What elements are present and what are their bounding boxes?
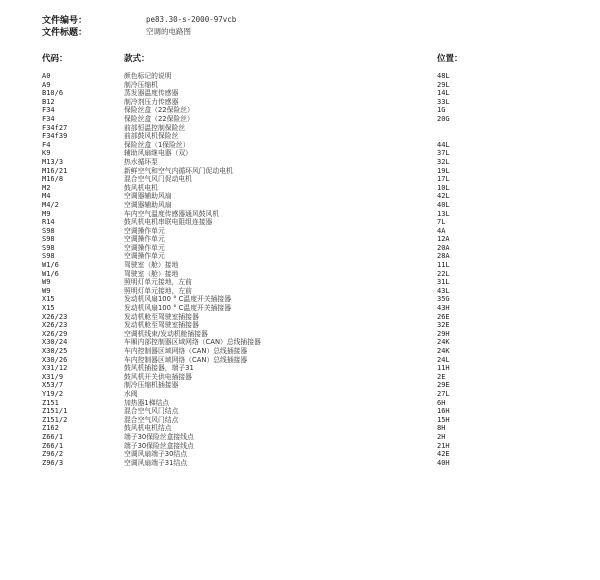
component-code: F34 bbox=[42, 106, 55, 115]
table-row bbox=[42, 192, 562, 201]
component-description: 车厢内部控制器区域网络（CAN）总线插接器 bbox=[124, 338, 261, 347]
component-description: 空调操作单元 bbox=[124, 226, 165, 235]
table-row bbox=[42, 89, 562, 98]
component-position: 29H bbox=[437, 329, 450, 338]
component-description: 混合空气风门结点 bbox=[124, 407, 179, 416]
component-description: 空调风扇端子31结点 bbox=[124, 458, 188, 467]
table-row bbox=[42, 270, 562, 279]
component-description: 蒸发器温度传感器 bbox=[124, 89, 179, 98]
component-code: W1/6 bbox=[42, 269, 59, 278]
component-code: Z151 bbox=[42, 398, 59, 407]
component-code: M13/3 bbox=[42, 157, 64, 166]
component-description: 车内控制器区域网络（CAN）总线插接器 bbox=[124, 355, 248, 364]
table-row bbox=[42, 98, 562, 107]
component-description: 发动机舱至驾驶室插接器 bbox=[124, 312, 199, 321]
component-description: 空调风扇端子30结点 bbox=[124, 450, 188, 459]
component-position: 22L bbox=[437, 269, 450, 278]
component-position: 43L bbox=[437, 286, 450, 295]
table-row bbox=[42, 399, 562, 408]
component-code: B12 bbox=[42, 97, 55, 106]
table-row bbox=[42, 175, 562, 184]
component-code: S98 bbox=[42, 226, 55, 235]
component-position: 42L bbox=[437, 192, 450, 201]
table-row bbox=[42, 347, 562, 356]
component-position: 27L bbox=[437, 389, 450, 398]
file-title-value: 空调的电路图 bbox=[146, 26, 191, 36]
component-code: X15 bbox=[42, 304, 55, 313]
component-code: Z66/1 bbox=[42, 432, 64, 441]
table-row bbox=[42, 124, 562, 133]
component-code: Z151/2 bbox=[42, 415, 68, 424]
table-row bbox=[42, 330, 562, 339]
component-code: R14 bbox=[42, 218, 55, 227]
component-description: 鼓风机电机结点 bbox=[124, 424, 172, 433]
component-position: 48L bbox=[437, 72, 450, 80]
table-row bbox=[42, 416, 562, 425]
component-description: 鼓风机电机串联电阻组连接器 bbox=[124, 218, 213, 227]
file-number-row bbox=[42, 13, 562, 25]
table-row bbox=[42, 235, 562, 244]
component-code: X26/23 bbox=[42, 312, 68, 321]
component-description: 前部鼓风机保险丝 bbox=[124, 132, 179, 141]
component-position: 29E bbox=[437, 381, 450, 390]
table-row bbox=[42, 149, 562, 158]
component-code: M9 bbox=[42, 209, 51, 218]
component-position: 20A bbox=[437, 243, 450, 252]
component-position: 14L bbox=[437, 89, 450, 98]
component-list bbox=[42, 72, 562, 467]
component-description: 水阀 bbox=[124, 389, 138, 398]
component-code: X31/9 bbox=[42, 372, 64, 381]
component-description: 空调机线束/发动机舱插接器 bbox=[124, 329, 208, 338]
component-code: K9 bbox=[42, 149, 51, 158]
component-code: X15 bbox=[42, 295, 55, 304]
component-description: 空调操作单元 bbox=[124, 252, 165, 261]
document-meta bbox=[42, 13, 562, 37]
table-row bbox=[42, 115, 562, 124]
file-number-value: pe83.30-s-2000-97vcb bbox=[146, 14, 237, 24]
component-description: 鼓风机开关供电插接器 bbox=[124, 372, 192, 381]
table-row bbox=[42, 295, 562, 304]
table-row bbox=[42, 106, 562, 115]
component-description: 发动机舱至驾驶室插接器 bbox=[124, 321, 199, 330]
component-position: 17L bbox=[437, 175, 450, 184]
table-header bbox=[42, 52, 562, 66]
component-code: Y19/2 bbox=[42, 389, 64, 398]
component-description: 混合空气风门促动电机 bbox=[124, 175, 192, 184]
component-position: 43H bbox=[437, 304, 450, 313]
component-description: 端子30保险丝盒接线点 bbox=[124, 432, 194, 441]
component-code: B10/6 bbox=[42, 89, 64, 98]
table-row bbox=[42, 158, 562, 167]
component-position: 11H bbox=[437, 364, 450, 373]
table-row bbox=[42, 450, 562, 459]
component-description: 端子30保险丝盒接线点 bbox=[124, 441, 194, 450]
component-description: 制冷压缩机 bbox=[124, 80, 158, 89]
component-position: 21H bbox=[437, 441, 450, 450]
table-row bbox=[42, 356, 562, 365]
component-description: 发动机风扇100 ° C温度开关插接器 bbox=[124, 304, 232, 313]
component-code: M2 bbox=[42, 183, 51, 192]
component-position: 1G bbox=[437, 106, 446, 115]
component-position: 44L bbox=[437, 140, 450, 149]
table-row bbox=[42, 201, 562, 210]
component-description: 加热器1梯结点 bbox=[124, 398, 170, 407]
component-description: 空调操作单元 bbox=[124, 235, 165, 244]
component-description: 鼓风机插接器，端子31 bbox=[124, 364, 194, 373]
component-code: A9 bbox=[42, 80, 51, 89]
component-code: S98 bbox=[42, 235, 55, 244]
component-code: F34f27 bbox=[42, 123, 68, 132]
header-position: 位置： bbox=[437, 54, 463, 64]
component-description: 前部恒温控制保险丝 bbox=[124, 123, 186, 132]
component-position: 24L bbox=[437, 355, 450, 364]
component-position: 33L bbox=[437, 97, 450, 106]
table-row bbox=[42, 72, 562, 81]
component-code: X30/24 bbox=[42, 338, 68, 347]
component-code: Z162 bbox=[42, 424, 59, 433]
table-row bbox=[42, 364, 562, 373]
component-description: 空调器辅助风扇 bbox=[124, 200, 172, 209]
component-code: Z96/2 bbox=[42, 450, 64, 459]
component-position: 40L bbox=[437, 200, 450, 209]
component-description: 保险丝盒（1保险丝） bbox=[124, 140, 190, 149]
table-row bbox=[42, 390, 562, 399]
table-row bbox=[42, 132, 562, 141]
component-description: 鼓风机电机 bbox=[124, 183, 158, 192]
header-code: 代码： bbox=[42, 54, 68, 64]
component-code: M4 bbox=[42, 192, 51, 201]
component-code: Z151/1 bbox=[42, 407, 68, 416]
component-position: 8H bbox=[437, 424, 446, 433]
table-row bbox=[42, 373, 562, 382]
component-code: X30/26 bbox=[42, 355, 68, 364]
component-position: 32L bbox=[437, 157, 450, 166]
component-description: 驾驶室（舱）接地 bbox=[124, 261, 179, 270]
file-title-label: 文件标题： bbox=[42, 27, 88, 38]
table-row bbox=[42, 244, 562, 253]
component-position: 24K bbox=[437, 347, 450, 355]
component-position: 32E bbox=[437, 321, 450, 330]
component-code: M16/8 bbox=[42, 175, 64, 184]
component-code: W9 bbox=[42, 286, 51, 295]
component-position: 2E bbox=[437, 372, 446, 381]
component-code: X31/12 bbox=[42, 364, 68, 373]
component-position: 40H bbox=[437, 458, 450, 467]
table-row bbox=[42, 338, 562, 347]
component-position: 12A bbox=[437, 235, 450, 244]
component-code: X26/29 bbox=[42, 329, 68, 338]
header-description: 款式： bbox=[124, 54, 150, 64]
table-row bbox=[42, 381, 562, 390]
component-description: 制冷压缩机插接器 bbox=[124, 381, 179, 390]
component-description: 车内控制器区域网络（CAN）总线插接器 bbox=[124, 347, 248, 355]
component-description: 热水循环泵 bbox=[124, 157, 158, 166]
component-description: 辅助风扇继电器（双） bbox=[124, 149, 192, 158]
component-description: 制冷剂压力传感器 bbox=[124, 97, 179, 106]
table-row bbox=[42, 407, 562, 416]
component-code: Z66/1 bbox=[42, 441, 64, 450]
component-position: 10L bbox=[437, 183, 450, 192]
component-position: 6H bbox=[437, 398, 446, 407]
table-row bbox=[42, 167, 562, 176]
table-row bbox=[42, 252, 562, 261]
component-description: 保险丝盒（22保险丝） bbox=[124, 114, 194, 123]
component-position: 20G bbox=[437, 114, 450, 123]
component-position: 4A bbox=[437, 226, 446, 235]
component-code: X26/23 bbox=[42, 321, 68, 330]
component-code: W1/6 bbox=[42, 261, 59, 270]
component-description: 颜色标记的说明 bbox=[124, 72, 172, 80]
component-description: 发动机风扇100 ° C温度开关插接器 bbox=[124, 295, 232, 304]
component-position: 31L bbox=[437, 278, 450, 287]
component-position: 11L bbox=[437, 261, 450, 270]
component-position: 13L bbox=[437, 209, 450, 218]
component-position: 35G bbox=[437, 295, 450, 304]
component-position: 16H bbox=[437, 407, 450, 416]
table-row bbox=[42, 210, 562, 219]
component-position: 24K bbox=[437, 338, 450, 347]
component-description: 保险丝盒（22保险丝） bbox=[124, 106, 194, 115]
component-description: 照明灯单元接地，左前 bbox=[124, 278, 192, 287]
table-row bbox=[42, 184, 562, 193]
component-code: F34f39 bbox=[42, 132, 68, 141]
table-row bbox=[42, 304, 562, 313]
component-position: 2H bbox=[437, 432, 446, 441]
component-code: M4/2 bbox=[42, 200, 59, 209]
table-row bbox=[42, 442, 562, 451]
table-row bbox=[42, 313, 562, 322]
table-row bbox=[42, 81, 562, 90]
table-row bbox=[42, 287, 562, 296]
component-position: 19L bbox=[437, 166, 450, 175]
component-description: 车内空气温度传感器通风鼓风机 bbox=[124, 209, 220, 218]
table-row bbox=[42, 261, 562, 270]
component-position: 26E bbox=[437, 312, 450, 321]
component-code: F4 bbox=[42, 140, 51, 149]
component-position: 29L bbox=[437, 80, 450, 89]
component-code: X53/7 bbox=[42, 381, 64, 390]
component-code: X30/25 bbox=[42, 347, 68, 355]
component-code: Z96/3 bbox=[42, 458, 64, 467]
file-number-label: 文件编号： bbox=[42, 15, 88, 26]
table-row bbox=[42, 433, 562, 442]
component-position: 7L bbox=[437, 218, 446, 227]
component-code: S98 bbox=[42, 252, 55, 261]
component-description: 空调器辅助风扇 bbox=[124, 192, 172, 201]
table-row bbox=[42, 459, 562, 468]
component-code: A0 bbox=[42, 72, 51, 80]
component-description: 驾驶室（舱）接地 bbox=[124, 269, 179, 278]
table-row bbox=[42, 227, 562, 236]
component-position: 42E bbox=[437, 450, 450, 459]
component-description: 混合空气风门结点 bbox=[124, 415, 179, 424]
component-code: S98 bbox=[42, 243, 55, 252]
component-description: 新鲜空气和空气内循环风门促动电机 bbox=[124, 166, 233, 175]
component-position: 37L bbox=[437, 149, 450, 158]
table-row bbox=[42, 218, 562, 227]
table-row bbox=[42, 278, 562, 287]
component-code: F34 bbox=[42, 114, 55, 123]
component-code: W9 bbox=[42, 278, 51, 287]
file-title-row bbox=[42, 25, 562, 37]
component-position: 28A bbox=[437, 252, 450, 261]
table-row bbox=[42, 321, 562, 330]
table-row bbox=[42, 424, 562, 433]
table-row bbox=[42, 141, 562, 150]
component-description: 照明灯单元接地，左前 bbox=[124, 286, 192, 295]
component-position: 15H bbox=[437, 415, 450, 424]
component-code: M16/21 bbox=[42, 166, 68, 175]
component-description: 空调操作单元 bbox=[124, 243, 165, 252]
